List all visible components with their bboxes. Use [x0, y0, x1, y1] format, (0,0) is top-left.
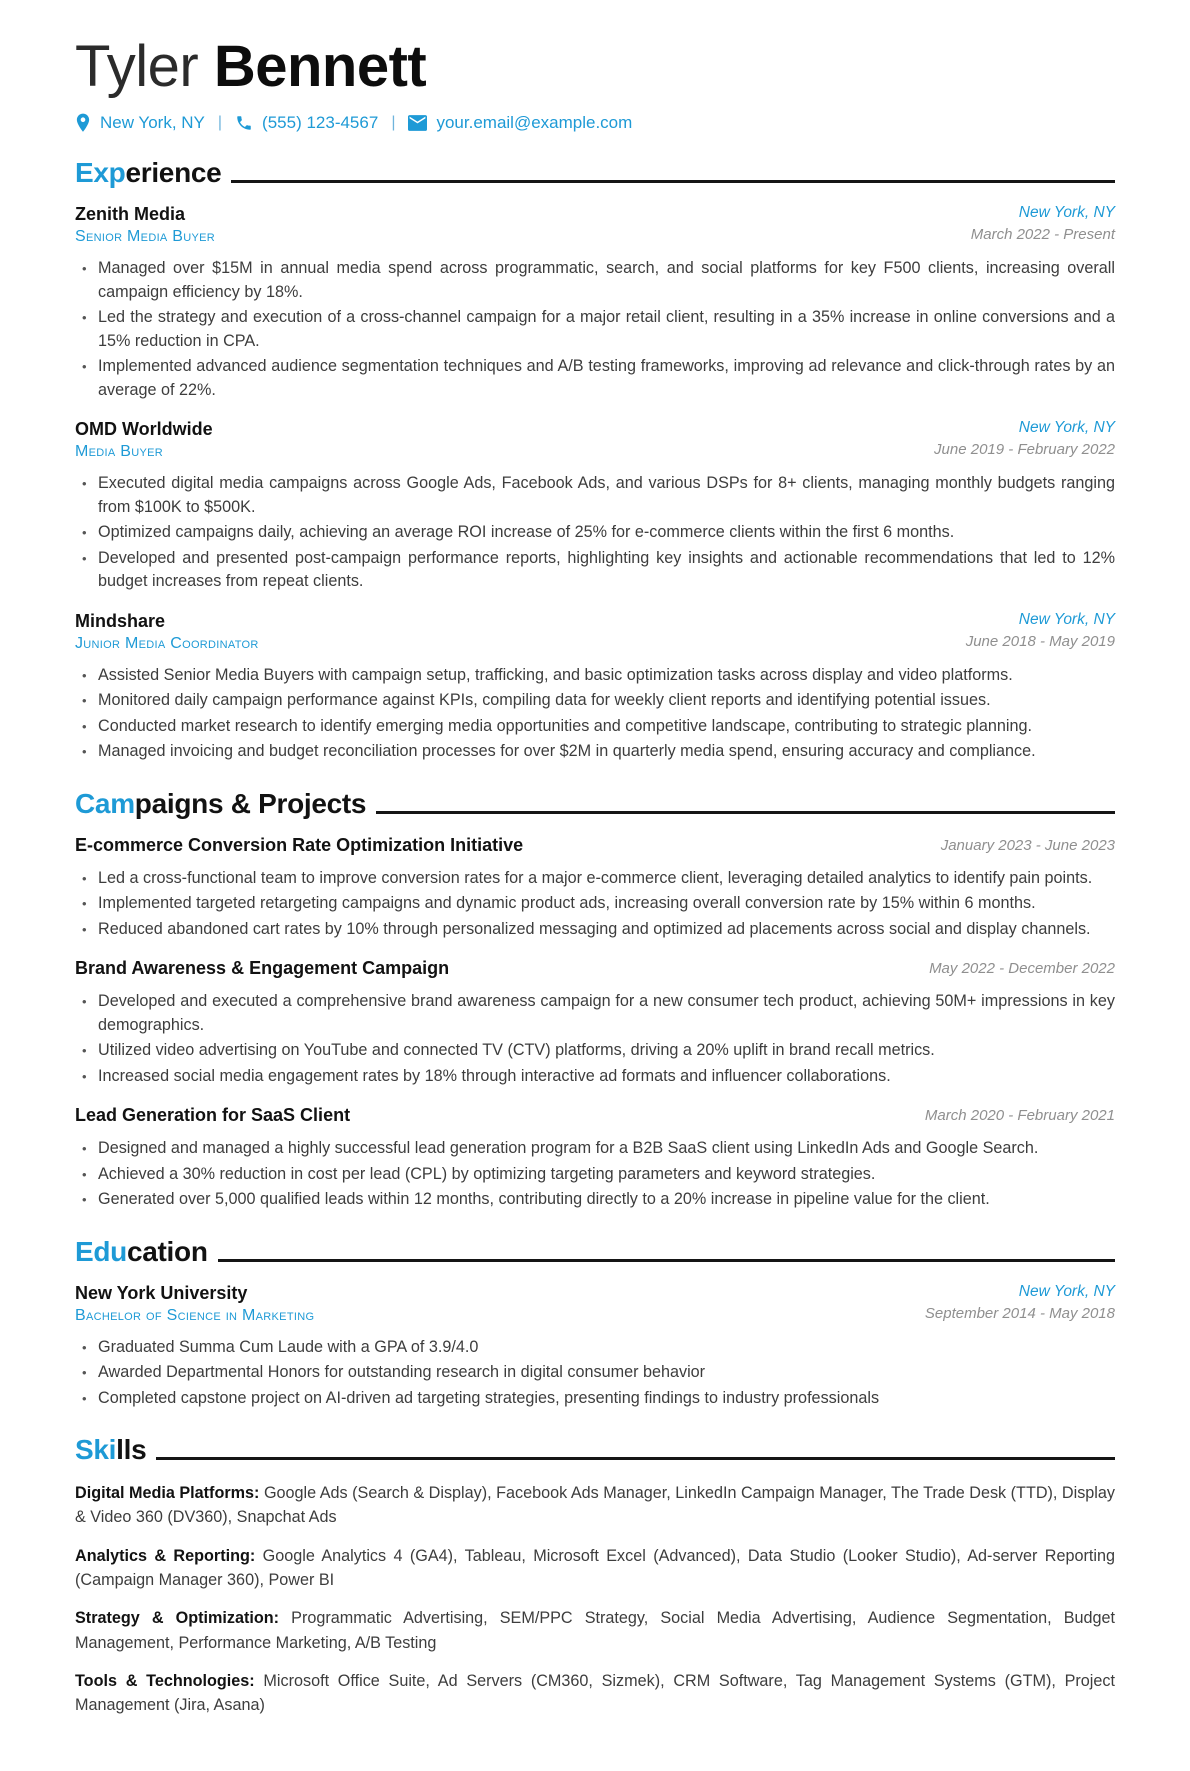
project-dates: January 2023 - June 2023	[940, 836, 1115, 854]
education-section-header	[75, 1236, 1115, 1268]
skill-category-label: Digital Media Platforms:	[75, 1484, 260, 1503]
job-title: Media Buyer	[75, 443, 163, 461]
bullet-item: • Implemented advanced audience segmentation techniques and A/B testing frameworks, improving ad relevance and click-through rates by an average of 22%.	[75, 355, 1115, 402]
school-name: New York University	[75, 1282, 248, 1303]
education-section	[75, 1236, 1115, 1410]
skill-category-label: Analytics & Reporting:	[75, 1546, 256, 1565]
job-header	[75, 611, 1115, 653]
project-entry	[75, 1105, 1115, 1211]
bullet-item: • Implemented targeted retargeting campaigns and dynamic product ads, increasing overall conversion rate by 15% within 6 months.	[75, 892, 1115, 915]
bullet-item: • Managed invoicing and budget reconciliation processes for over $2M in quarterly media spend, ensuring accuracy and compliance.	[75, 740, 1115, 763]
bullet-item: • Monitored daily campaign performance against KPIs, compiling data for weekly client reports and identifying potential issues.	[75, 689, 1115, 712]
email-text: your.email@example.com	[436, 113, 633, 133]
company-name: OMD Worldwide	[75, 419, 213, 440]
skill-group	[75, 1606, 1115, 1655]
contact-location	[75, 113, 205, 133]
section-title-skills: Skills	[75, 1434, 147, 1466]
bullet-item: • Awarded Departmental Honors for outstanding research in digital consumer behavior	[75, 1361, 1115, 1384]
company-name: Mindshare	[75, 610, 166, 631]
skill-list: Programmatic Advertising, SEM/PPC Strategy, Social Media Advertising, Audience Segmentation, Budget Management, Performance Marketing, A/B Testing	[75, 1609, 1115, 1652]
section-rule	[218, 1259, 1115, 1262]
project-entry	[75, 958, 1115, 1088]
section-title-education: Education	[75, 1235, 208, 1267]
bullet-item: • Generated over 5,000 qualified leads within 12 months, contributing directly to a 20% increase in pipeline value for the client.	[75, 1188, 1115, 1211]
project-name: E-commerce Conversion Rate Optimization Initiative	[75, 834, 524, 855]
bullet-item: • Developed and presented post-campaign performance reports, highlighting key insights and actionable recommendations that led to 12% budget increases from repeat clients.	[75, 547, 1115, 594]
bullet-item: • Managed over $15M in annual media spend across programmatic, search, and social platforms for key F500 clients, increasing overall campaign efficiency by 18%.	[75, 257, 1115, 304]
bullet-item: • Increased social media engagement rates by 18% through interactive ad formats and influencer collaborations.	[75, 1065, 1115, 1088]
phone-icon	[235, 114, 253, 132]
bullet-item: • Graduated Summa Cum Laude with a GPA of 3.9/4.0	[75, 1336, 1115, 1359]
project-name: Lead Generation for SaaS Client	[75, 1105, 351, 1126]
section-rule	[376, 811, 1115, 814]
last-name: Bennett	[213, 34, 427, 99]
first-name: Tyler	[75, 34, 199, 99]
project-header	[75, 958, 1115, 979]
bullet-item: • Conducted market research to identify emerging media opportunities and competitive landscape, contributing to strategic planning.	[75, 715, 1115, 738]
location-text: New York, NY	[100, 113, 205, 133]
project-header	[75, 1105, 1115, 1126]
skill-list: Google Ads (Search & Display), Facebook Ads Manager, LinkedIn Campaign Manager, The Trade Desk (TTD), Display & Video 360 (DV360), Snapchat Ads	[75, 1484, 1115, 1527]
candidate-name	[75, 36, 1115, 97]
bullet-item: • Assisted Senior Media Buyers with campaign setup, trafficking, and basic optimization tasks across display and video platforms.	[75, 664, 1115, 687]
job-location: New York, NY	[1018, 419, 1115, 437]
job-dates: March 2022 - Present	[970, 226, 1115, 244]
skill-group	[75, 1544, 1115, 1593]
bullet-item: • Reduced abandoned cart rates by 10% through personalized messaging and optimized ad placements across social and display channels.	[75, 918, 1115, 941]
experience-section-header	[75, 157, 1115, 189]
section-title-experience: Experience	[75, 157, 222, 189]
project-name: Brand Awareness & Engagement Campaign	[75, 958, 450, 979]
contact-row	[75, 113, 1115, 133]
job-entry	[75, 204, 1115, 402]
projects-section	[75, 788, 1115, 1212]
job-location: New York, NY	[1018, 610, 1115, 628]
school-dates: September 2014 - May 2018	[924, 1304, 1115, 1322]
contact-email	[408, 113, 632, 133]
projects-section-header	[75, 788, 1115, 820]
project-header	[75, 835, 1115, 856]
education-entry	[75, 1283, 1115, 1410]
skills-section	[75, 1434, 1115, 1717]
project-bullets	[75, 1137, 1115, 1211]
bullet-item: • Designed and managed a highly successful lead generation program for a B2B SaaS client using LinkedIn Ads and Google Search.	[75, 1137, 1115, 1160]
bullet-item: • Utilized video advertising on YouTube and connected TV (CTV) platforms, driving a 20% uplift in brand recall metrics.	[75, 1039, 1115, 1062]
skills-section-header	[75, 1434, 1115, 1466]
section-rule	[231, 180, 1115, 183]
company-name: Zenith Media	[75, 204, 186, 225]
bullet-item: • Achieved a 30% reduction in cost per lead (CPL) by optimizing targeting parameters and keyword strategies.	[75, 1163, 1115, 1186]
bullet-item: • Developed and executed a comprehensive brand awareness campaign for a new consumer tech product, achieving 50M+ impressions in key demographics.	[75, 990, 1115, 1037]
skill-category-label: Strategy & Optimization:	[75, 1609, 280, 1628]
project-dates: May 2022 - December 2022	[929, 960, 1115, 978]
phone-text: (555) 123-4567	[262, 113, 379, 133]
bullet-item: • Optimized campaigns daily, achieving an average ROI increase of 25% for e-commerce clients within the first 6 months.	[75, 521, 1115, 544]
bullet-item: • Led the strategy and execution of a cross-channel campaign for a major retail client, resulting in a 35% increase in online conversions and a 15% reduction in CPA.	[75, 306, 1115, 353]
location-pin-icon	[75, 113, 91, 133]
bullet-item: • Led a cross-functional team to improve conversion rates for a major e-commerce client, leveraging detailed analytics to identify pain points.	[75, 867, 1115, 890]
job-title: Junior Media Coordinator	[75, 634, 259, 652]
skill-group	[75, 1481, 1115, 1530]
degree: Bachelor of Science in Marketing	[75, 1306, 315, 1324]
skill-group	[75, 1669, 1115, 1718]
job-title: Senior Media Buyer	[75, 228, 216, 246]
job-location: New York, NY	[1018, 204, 1115, 222]
skill-list: Google Analytics 4 (GA4), Tableau, Microsoft Excel (Advanced), Data Studio (Looker Studio), Ad-server Reporting (Campaign Manager 360), Power BI	[75, 1546, 1115, 1589]
bullet-item: • Executed digital media campaigns across Google Ads, Facebook Ads, and various DSPs for 8+ clients, managing monthly budgets ranging from $100K to $500K.	[75, 472, 1115, 519]
school-location: New York, NY	[1018, 1282, 1115, 1300]
skill-category-label: Tools & Technologies:	[75, 1671, 255, 1690]
section-rule	[156, 1457, 1115, 1460]
section-title-projects: Campaigns & Projects	[75, 787, 367, 819]
skill-list: Microsoft Office Suite, Ad Servers (CM360, Sizmek), CRM Software, Tag Management Systems (GTM), Project Management (Jira, Asana)	[75, 1671, 1115, 1715]
resume-header	[75, 36, 1115, 133]
education-bullets	[75, 1336, 1115, 1410]
job-bullets	[75, 664, 1115, 764]
job-bullets	[75, 472, 1115, 593]
contact-separator: |	[217, 114, 223, 132]
project-bullets	[75, 867, 1115, 941]
project-bullets	[75, 990, 1115, 1088]
bullet-item: • Completed capstone project on AI-driven ad targeting strategies, presenting findings to industry professionals	[75, 1387, 1115, 1410]
job-header	[75, 419, 1115, 461]
job-bullets	[75, 257, 1115, 402]
experience-section	[75, 157, 1115, 763]
envelope-icon	[408, 115, 427, 131]
job-entry	[75, 611, 1115, 764]
job-entry	[75, 419, 1115, 593]
project-dates: March 2020 - February 2021	[924, 1107, 1115, 1125]
contact-phone	[235, 113, 378, 133]
project-entry	[75, 835, 1115, 941]
job-dates: June 2018 - May 2019	[965, 632, 1115, 650]
job-header	[75, 204, 1115, 246]
education-header	[75, 1283, 1115, 1325]
job-dates: June 2019 - February 2022	[934, 441, 1115, 459]
contact-separator: |	[391, 114, 396, 132]
